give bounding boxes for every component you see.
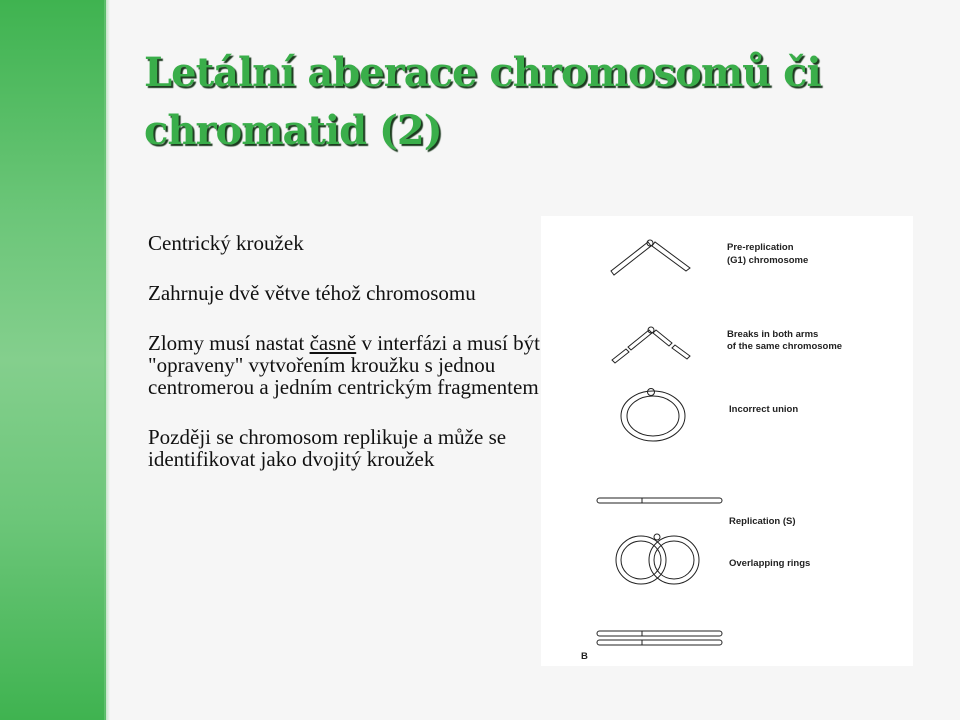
bullet-item <box>148 332 548 398</box>
bullet-text-end: v interfázi a musí být "opraveny" vytvořením kroužku s jednou centromerou a jedním centrickým fragmentem <box>148 331 540 399</box>
replicating-chromosome-icon <box>597 498 722 503</box>
bullet-item: Později se chromosom replikuje a může se identifikovat jako dvojitý kroužek <box>148 425 507 471</box>
pre-replication-chromosome-icon <box>611 240 690 275</box>
figure-drawing <box>541 216 913 666</box>
bullet-list <box>148 232 548 498</box>
bullet-text-start: Zlomy musí nastat <box>148 331 310 355</box>
label-breaks-line2: of the same chromosome <box>727 341 843 352</box>
bullet-item: Centrický kroužek <box>148 231 304 255</box>
label-g1-chromosome: (G1) chromosome <box>727 255 809 266</box>
label-pre-replication: Pre-replication <box>727 242 794 253</box>
label-replication: Replication (S) <box>729 516 796 527</box>
ring-chromosome-icon <box>621 389 685 442</box>
slide-title: Letální aberace chromosomů či chromatid (2) <box>144 49 821 154</box>
label-overlapping-rings: Overlapping rings <box>729 558 811 569</box>
sister-chromatids-icon <box>597 631 722 645</box>
broken-chromosome-icon <box>612 327 690 363</box>
label-panel-letter: B <box>581 651 588 662</box>
overlapping-rings-icon <box>616 534 699 584</box>
underlined-word: časně <box>309 331 357 355</box>
label-breaks-line1: Breaks in both arms <box>727 329 819 340</box>
bullet-item: Zahrnuje dvě větve téhož chromosomu <box>148 281 476 305</box>
label-incorrect-union: Incorrect union <box>729 404 799 415</box>
sidebar-accent-bar <box>0 0 106 720</box>
chromosome-ring-figure <box>541 216 913 666</box>
